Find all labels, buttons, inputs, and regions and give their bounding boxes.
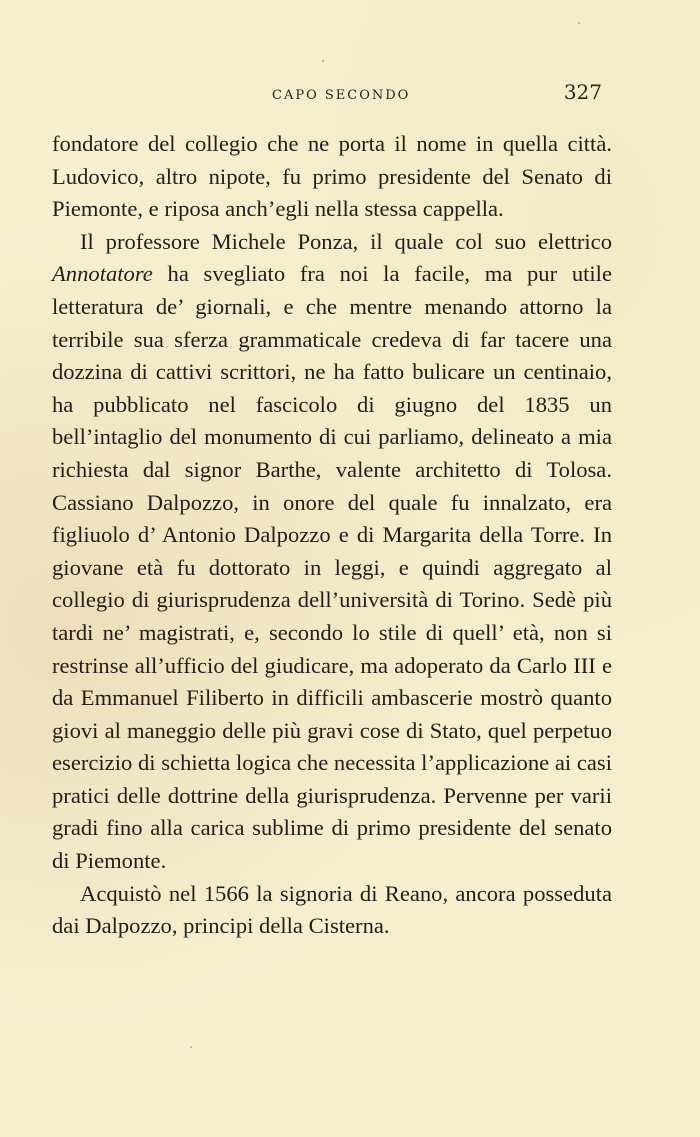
paper-speck xyxy=(190,1046,192,1048)
paper-speck xyxy=(578,22,580,24)
italic-title: Annotatore xyxy=(52,261,153,287)
paragraph-1 xyxy=(52,128,612,226)
paragraph-text: Acquistò nel 1566 la signoria di Reano, ancora posseduta dai Dalpozzo, principi della Cisterna. xyxy=(52,880,612,939)
paragraph-3 xyxy=(52,878,612,943)
paper-speck xyxy=(322,60,324,62)
paragraph-text-after: ha svegliato fra noi la facile, ma pur utile letteratura de’ giornali, e che mentre menando attorno la terribile sua sferza grammaticale credeva di far tacere una dozzina di cattivi scrittori, ne ha fatto bulicare un centinaio, ha pubblicato nel fascicolo di giugno del 1835 un bell’intaglio del monumento di cui parliamo, delineato a mia richiesta dal signor Barthe, valente architetto di Tolosa. Cassiano Dalpozzo, in onore del quale fu innalzato, era figliuolo d’ Antonio Dalpozzo e di Margarita della Torre. In giovane età fu dottorato in leggi, e quindi aggregato al collegio di giurisprudenza dell’università di Torino. Sedè più tardi ne’ magistrati, e, secondo lo stile di quell’ età, non si restrinse all’ufficio del giudicare, ma adoperato da Carlo III e da Emmanuel Filiberto in difficili ambascerie mostrò quanto giovi al maneggio delle più gravi cose di Stato, quel perpetuo esercizio di schietta logica che necessita l’applicazione ai casi pratici delle dottrine della giurisprudenza. Pervenne per varii gradi fino alla carica sublime di primo presidente del senato di Piemonte. xyxy=(52,261,612,874)
page-header xyxy=(52,78,602,114)
page-body xyxy=(52,128,612,943)
page-number: 327 xyxy=(563,80,602,104)
paper-speck xyxy=(418,246,420,248)
paragraph-2 xyxy=(52,226,612,878)
running-title: CAPO SECONDO xyxy=(272,88,411,103)
paragraph-text: fondatore del collegio che ne porta il nome in quella città. Ludovico, altro nipote, fu primo presidente del Senato di Piemonte, e riposa anch’egli nella stessa cappella. xyxy=(52,131,612,222)
paragraph-text-before: Il professore Michele Ponza, il quale col suo elettrico xyxy=(80,228,612,254)
